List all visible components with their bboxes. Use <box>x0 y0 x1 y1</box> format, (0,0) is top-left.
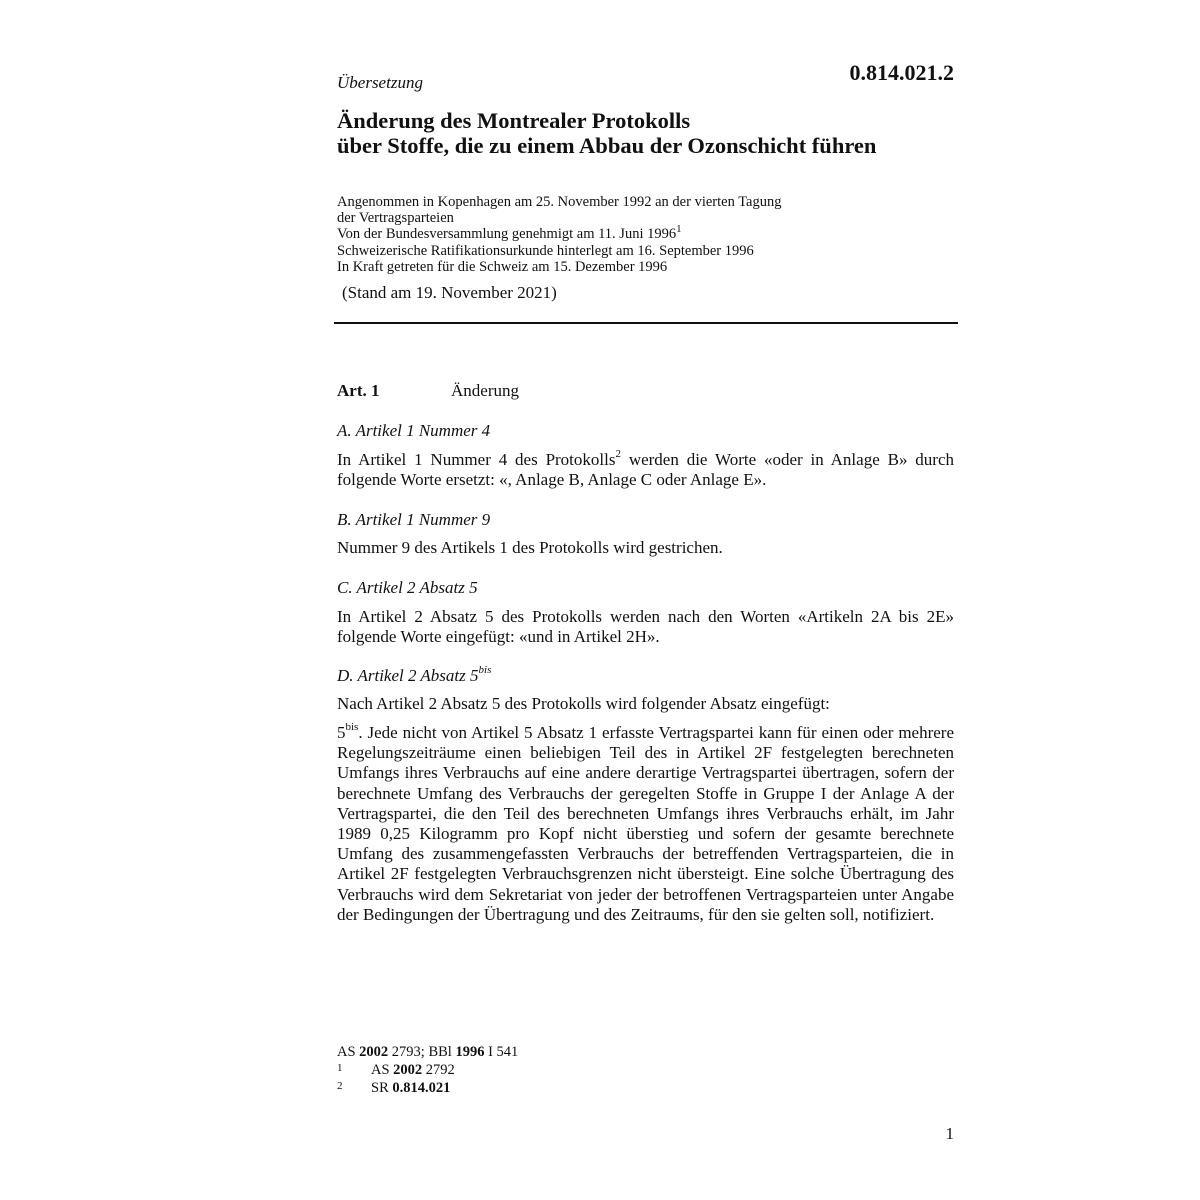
header-divider <box>334 322 958 324</box>
article-heading <box>337 381 954 401</box>
footnotes <box>337 1043 954 1097</box>
meta-line-2: der Vertragsparteien <box>337 210 454 227</box>
section-b-text: Nummer 9 des Artikels 1 des Protokolls wird gestrichen. <box>337 538 723 557</box>
footnote-1: 1 AS 2002 2792 <box>337 1062 455 1078</box>
article-title: Änderung <box>451 381 519 400</box>
section-a-text: In Artikel 1 Nummer 4 des Protokolls$^2$ werden die Worte «oder in Anlage B» durch folgende Worte ersetzt: «, Anlage B, Anlage C oder Anlage E». <box>337 448 954 490</box>
article-number: Art. 1 <box>337 381 380 400</box>
section-c-text: In Artikel 2 Absatz 5 des Protokolls werden nach den Worten «Artikeln 2A bis 2E» folgende Worte eingefügt: «und in Artikel 2H». <box>337 607 954 647</box>
footnote-2: 2 SR 0.814.021 <box>337 1080 451 1096</box>
adoption-metadata <box>337 194 954 275</box>
meta-line-4: Schweizerische Ratifikationsurkunde hinterlegt am 16. September 1996 <box>337 242 754 259</box>
sr-number: 0.814.021.2 <box>849 60 954 85</box>
section-d-heading: D. Artikel 2 Absatz $5^{bis}$ <box>337 664 492 685</box>
page-number: 1 <box>945 1124 954 1143</box>
section-a-heading: A. Artikel 1 Nummer 4 <box>337 421 491 440</box>
footnote-ref-1: 1 <box>676 222 682 235</box>
section-b-heading: B. Artikel 1 Nummer 9 <box>337 510 491 529</box>
document-title <box>337 108 954 158</box>
section-d-paragraph: $5^{bis}$. Jede nicht von Artikel 5 Absatz 1 erfasste Vertragspartei kann für einen oder mehrere Regelungszeiträume einen beliebigen Teil des in Artikel 2F festgelegten berechneten Umfangs ihres Verbrauchs auf eine andere derartige Vertragspartei übertragen, sofern der berechnete Umfang des Verbrauchs der geregelten Stoffe in Gruppe I der Anlage A der Vertragspartei, die den Teil des berechneten Umfangs ihres Verbrauchs erhält, im Jahr 1989 0,25 Kilogramm pro Kopf nicht überstieg und sofern der gesamte berechnete Umfang des zusammengefassten Verbrauchs der betreffenden Vertragsparteien, die in Artikel 2F festgelegten Verbrauchsgrenzen nicht übersteigt. Eine solche Übertragung des Verbrauchs wird dem Sekretariat von jeder der betroffenen Vertragsparteien unter Angabe der Bedingungen der Übertragung und des Zeitraums, für den sie gelten soll, notifiziert. <box>337 721 954 924</box>
meta-line-1: Angenommen in Kopenhagen am 25. November 1992 an der vierten Tagung <box>337 194 782 210</box>
translation-label: Übersetzung <box>337 73 423 92</box>
title-line-1: Änderung des Montrealer Protokolls <box>337 108 691 133</box>
meta-line-5: In Kraft getreten für die Schweiz am 15. Dezember 1996 <box>337 258 668 275</box>
section-c-heading: C. Artikel 2 Absatz 5 <box>337 578 478 597</box>
meta-line-3: Von der Bundesversammlung genehmigt am 11. Juni 1996$^1$ <box>337 222 682 243</box>
section-d-intro: Nach Artikel 2 Absatz 5 des Protokolls wird folgender Absatz eingefügt: <box>337 694 830 713</box>
title-line-2: über Stoffe, die zu einem Abbau der Ozonschicht führen <box>337 133 877 158</box>
status-date: (Stand am 19. November 2021) <box>342 283 557 302</box>
source-reference: AS 2002 2793; BBl 1996 I 541 <box>337 1044 519 1060</box>
footnote-ref-2: 2 <box>615 448 621 461</box>
